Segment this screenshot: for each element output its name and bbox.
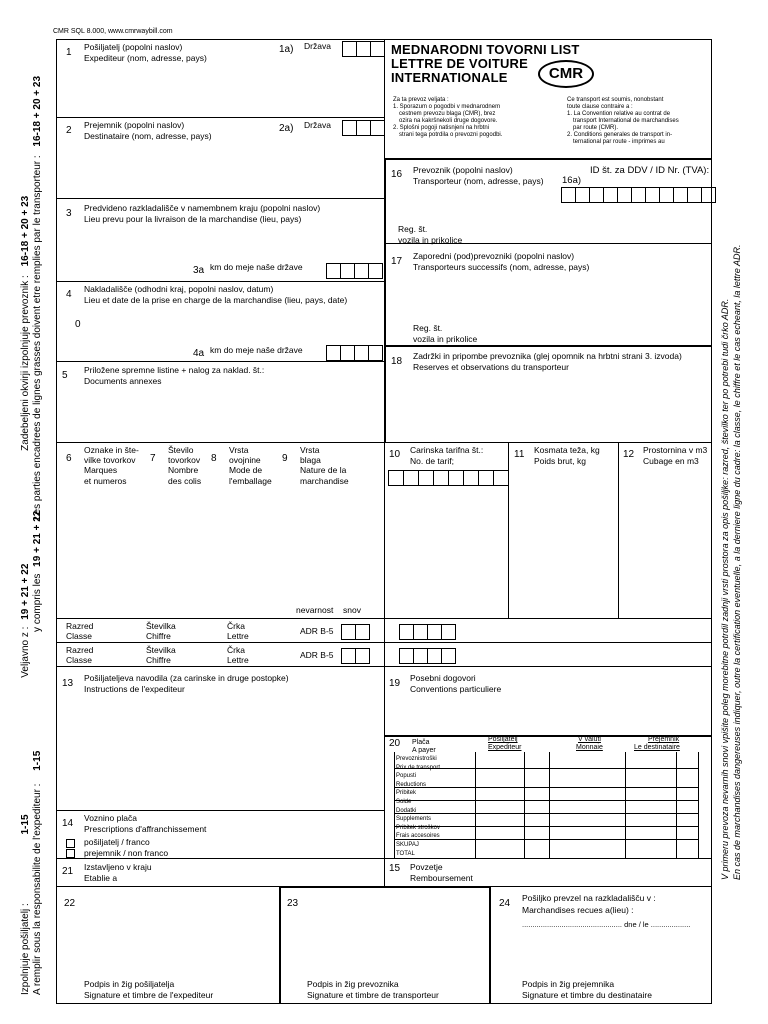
vat-label: ID št. za DDV / ID Nr. (TVA): xyxy=(590,165,710,176)
box-number: 9 xyxy=(282,453,288,464)
box-number: 12 xyxy=(623,449,635,460)
signature-label: Podpis in žig prejemnika xyxy=(522,979,615,989)
notice-right: Ce transport est soumis, nonobstant toute clause contraire a : 1. La Convention relative au contrat de transport International de marchandises par route (CMR). 2. Conditions generales de transport in- ternational par route - imprimes au xyxy=(567,97,679,145)
field-value: 0 xyxy=(75,319,81,330)
left-margin-line: A remplir sous la responsabilite de l'expediteur : 1-15 y compris les 19 + 21 + 22 xyxy=(32,510,43,995)
box-label-fr: Lieu prevu pour la livraison de la marchandise (lieu, pays) xyxy=(84,214,302,224)
box-subnumber: 4a xyxy=(193,348,205,359)
box-number: 6 xyxy=(66,453,72,464)
country-label: Država xyxy=(304,120,331,130)
box-label-fr: Poids brut, kg xyxy=(534,456,586,466)
reg-label: Reg. št. xyxy=(413,323,443,333)
box-label: Voznino plača xyxy=(84,813,137,823)
box-label-fr: Destinataire (nom, adresse, pays) xyxy=(84,131,212,141)
box-label-fr: Marchandises recues a(lieu) : xyxy=(522,905,634,915)
signature-label-fr: Signature et timbre de l'expediteur xyxy=(84,990,214,1000)
notice-left: Za ta prevoz veljata : 1. Sporazum o pogodbi v mednarodnem cestnem prevozu blaga (CMR), brez ozira na kakršnekoli druge dogovore. 2. Splošni pogoji natisnjeni na hrbtni strani tega potrdila o prevozni pogodbi. xyxy=(393,97,503,138)
title-line: INTERNATIONALE xyxy=(391,70,508,85)
substance-label: snov xyxy=(343,605,361,615)
box-label-fr: No. de tarif; xyxy=(410,456,454,466)
franco-checkbox[interactable] xyxy=(66,839,75,848)
box-label: Kosmata teža, kg xyxy=(534,445,600,455)
vat-cells[interactable] xyxy=(561,187,715,201)
box-label-fr: Expediteur (nom, adresse, pays) xyxy=(84,53,207,63)
box-label-fr: Lieu et date de la prise en charge de la marchandise (lieu, pays, date) xyxy=(84,295,348,305)
reg-label: vozila in prikolice xyxy=(398,235,463,245)
box-label: Predvideno razkladališče v namembnem kraju (popolni naslov) xyxy=(84,203,321,213)
box-label: Prevoznik (popolni naslov) xyxy=(413,165,513,175)
box-label: Prejemnik (popolni naslov) xyxy=(84,120,185,130)
box-subnumber: 3a xyxy=(193,265,205,276)
box-number: 16 xyxy=(391,169,403,180)
km-cells[interactable] xyxy=(326,345,382,359)
un-cells[interactable] xyxy=(399,624,455,638)
reg-label: vozila in prikolice xyxy=(413,334,478,344)
box-number: 13 xyxy=(62,678,74,689)
country-code-cells[interactable] xyxy=(342,41,384,55)
non-franco-label: prejemnik / non franco xyxy=(84,848,169,858)
signature-label-fr: Signature et timbre du destinataire xyxy=(522,990,652,1000)
km-cells[interactable] xyxy=(326,263,382,277)
frame-bottom xyxy=(56,1003,712,1004)
country-code-cells[interactable] xyxy=(342,120,384,134)
box-number: 3 xyxy=(66,208,72,219)
box-number: 14 xyxy=(62,818,74,829)
adr-cells[interactable] xyxy=(341,648,369,662)
box-label-fr: Instructions de l'expediteur xyxy=(84,684,185,694)
source-line: CMR SQL 8.000, www.cmrwaybill.com xyxy=(53,28,173,35)
box-label: Izstavljeno v kraju xyxy=(84,862,152,872)
km-label: km do meje naše države xyxy=(210,262,303,272)
box-label: Carinska tarifna št.: xyxy=(410,445,484,455)
signature-label-fr: Signature et timbre de transporteur xyxy=(307,990,439,1000)
box-number: 10 xyxy=(389,449,401,460)
box-number: 23 xyxy=(287,898,299,909)
box-label-fr: Cubage en m3 xyxy=(643,456,699,466)
box-label: Prostornina v m3 xyxy=(643,445,708,455)
box-label: Nakladališče (odhodni kraj, popolni naslov, datum) xyxy=(84,284,274,294)
adr-cells[interactable] xyxy=(341,624,369,638)
box-label-fr: Etablie a xyxy=(84,873,118,883)
box-number: 4 xyxy=(66,289,72,300)
left-margin-line: Izpolnjuje pošiljatelj : 1-15 Veljavno z : 19 + 21 + 22 Zadebeljeni okvirji izpolnjuje prevoznik : 16-18 + 20 + 23 xyxy=(20,195,31,995)
box-subnumber: 16a) xyxy=(562,175,582,186)
reg-label: Reg. št. xyxy=(398,224,428,234)
box-subnumber: 2a) xyxy=(279,123,294,134)
country-label: Država xyxy=(304,41,331,51)
franco-label: pošiljatelj / franco xyxy=(84,837,150,847)
box-label-fr: Transporteurs successifs (nom, adresse, pays) xyxy=(413,262,590,272)
box-number: 19 xyxy=(389,678,401,689)
tariff-cells[interactable] xyxy=(388,470,508,484)
box-number: 22 xyxy=(64,898,76,909)
right-margin-line: En cas de marchandises dangereuses indiquer, outre la certification eventuelle, a la derniere ligne du cadre: la classe, le chiffre et le cas echeant, la lettre ADR. xyxy=(732,244,742,880)
box-subnumber: 1a) xyxy=(279,44,294,55)
box-number: 5 xyxy=(62,370,68,381)
box-label-fr: Remboursement xyxy=(410,873,473,883)
left-margin-line: Les parties encadrees de lignes grasses doivent etre remplies par le transporteur : 16-18 + 20 + 23 xyxy=(32,75,43,520)
box-label: Posebni dogovori xyxy=(410,673,476,683)
title-line: LETTRE DE VOITURE xyxy=(391,56,529,71)
box-label: Zaporedni (pod)prevozniki (popolni naslov) xyxy=(413,251,575,261)
box-label-fr: Prescriptions d'affranchissement xyxy=(84,824,207,834)
box-number: 18 xyxy=(391,356,403,367)
box-number: 21 xyxy=(62,866,74,877)
box-number: 1 xyxy=(66,47,72,58)
signature-label: Podpis in žig pošiljatelja xyxy=(84,979,175,989)
signature-label: Podpis in žig prevoznika xyxy=(307,979,399,989)
box-label: Pošiljko prevzel na razkladališču v : xyxy=(522,893,656,903)
cmr-badge: CMR xyxy=(538,60,594,88)
box-number: 2 xyxy=(66,125,72,136)
box-label: Priložene spremne listine + nalog za naklad. št.: xyxy=(84,365,265,375)
box-number: 15 xyxy=(389,863,401,874)
box-label-fr: Conventions particuliere xyxy=(410,684,502,694)
box-number: 20 xyxy=(389,738,401,749)
km-label: km do meje naše države xyxy=(210,345,303,355)
un-cells[interactable] xyxy=(399,648,455,662)
box-label: Pošiljatelj (popolni naslov) xyxy=(84,42,183,52)
box-number: 17 xyxy=(391,256,403,267)
right-margin-line: V primeru prevoza nevarnih snovi vpišite poleg morebitne potrdil zadnji vrsti prostora za opis pošiljke: razred, številko ter po potrebi tudi črko ADR. xyxy=(720,298,730,880)
box-label-fr: Documents annexes xyxy=(84,376,162,386)
box-label-fr: Transporteur (nom, adresse, pays) xyxy=(413,176,544,186)
box-label: Pošiljateljeva navodila (za carinske in druge postopke) xyxy=(84,673,289,683)
payment-row-labels: Prevoznistroški Prix de transport Popusti Reductions Pribitek Solde Dodatki Supplements Pribitek stroškov Frais accesoires SKUPAJ TOTAL xyxy=(396,756,441,857)
box-label: Povzetje xyxy=(410,862,443,872)
box-number: 11 xyxy=(514,449,525,460)
receipt-date-line[interactable]: ................................................ dne / le ................... xyxy=(522,920,691,929)
non-franco-checkbox[interactable] xyxy=(66,849,75,858)
danger-label: nevarnost xyxy=(296,605,334,615)
title-line: MEDNARODNI TOVORNI LIST xyxy=(391,42,580,57)
box-number: 7 xyxy=(150,453,156,464)
box-label-fr: Reserves et observations du transporteur xyxy=(413,362,569,372)
box-number: 24 xyxy=(499,898,511,909)
box-number: 8 xyxy=(211,453,217,464)
box-label: Zadržki in pripombe prevoznika (glej opomnik na hrbtni strani 3. izvoda) xyxy=(413,351,682,361)
